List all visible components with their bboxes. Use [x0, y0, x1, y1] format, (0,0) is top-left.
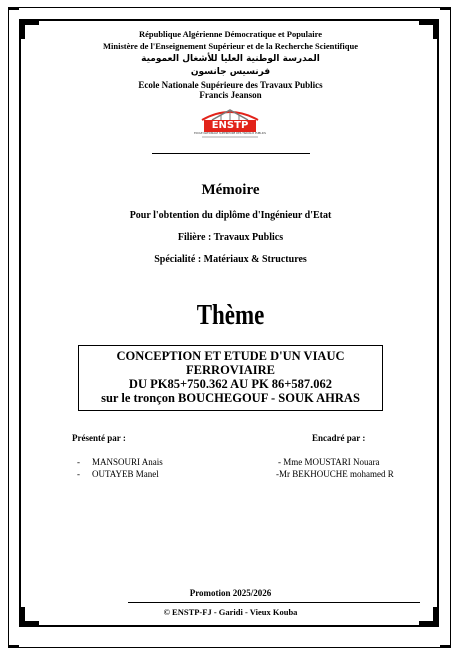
arabic-name-line: فرنسيس جانسون	[190, 67, 271, 77]
enstp-logo	[190, 106, 270, 146]
ministry-line: Ministère de l'Enseignement Supérieur et de la Recherche Scientifique	[103, 41, 358, 51]
supervised-by-label: Encadré par :	[312, 433, 366, 443]
theme-line-1: CONCEPTION ET ETUDE D'UN VIAUC	[116, 349, 345, 363]
theme-box	[78, 345, 383, 411]
presented-by-label: Présenté par :	[72, 433, 126, 443]
specialite-line: Spécialité : Matériaux & Structures	[154, 254, 307, 265]
theme-line-3: DU PK85+750.362 AU PK 86+587.062	[128, 377, 333, 391]
author-name-2: OUTAYEB Manel	[92, 469, 159, 479]
filiere-line: Filière : Travaux Publics	[177, 232, 284, 243]
author-dash-2: -	[77, 469, 80, 479]
corner-notch-tr	[440, 7, 451, 10]
supervisor-name-2: -Mr BEKHOUCHE mohamed R	[276, 469, 394, 479]
supervisor-name-1: - Mme MOUSTARI Nouara	[278, 457, 380, 467]
theme-heading: Thème	[196, 300, 265, 331]
footer-divider	[128, 602, 420, 603]
arabic-school-line: المدرسة الوطنية العليا للأشغال العمومية	[141, 54, 320, 64]
corner-notch-tl	[8, 7, 19, 10]
corner-notch-br	[440, 645, 451, 648]
school-sub-line: Francis Jeanson	[199, 90, 262, 100]
school-line: Ecole Nationale Supérieure des Travaux Publics	[138, 80, 323, 90]
theme-line-2: FERROVIAIRE	[186, 363, 275, 377]
corner-notch-bl	[8, 645, 19, 648]
promotion-line: Promotion 2025/2026	[189, 588, 272, 598]
document-purpose: Pour l'obtention du diplôme d'Ingénieur d'Etat	[129, 210, 332, 221]
logo-subtitle: ÉCOLE NATIONALE SUPÉRIEURE DES TRAVAUX PUBLICS	[194, 132, 266, 135]
theme-line-4: sur le tronçon BOUCHEGOUF - SOUK AHRAS	[101, 391, 360, 405]
author-dash-1: -	[77, 457, 80, 467]
logo-text: ENSTP	[211, 120, 249, 131]
republic-line: République Algérienne Démocratique et Populaire	[138, 29, 323, 39]
author-name-1: MANSOURI Anais	[92, 457, 163, 467]
copyright-line: © ENSTP-FJ - Garidi - Vieux Kouba	[163, 607, 298, 617]
document-type: Mémoire	[201, 182, 260, 198]
logo-divider	[152, 153, 310, 154]
